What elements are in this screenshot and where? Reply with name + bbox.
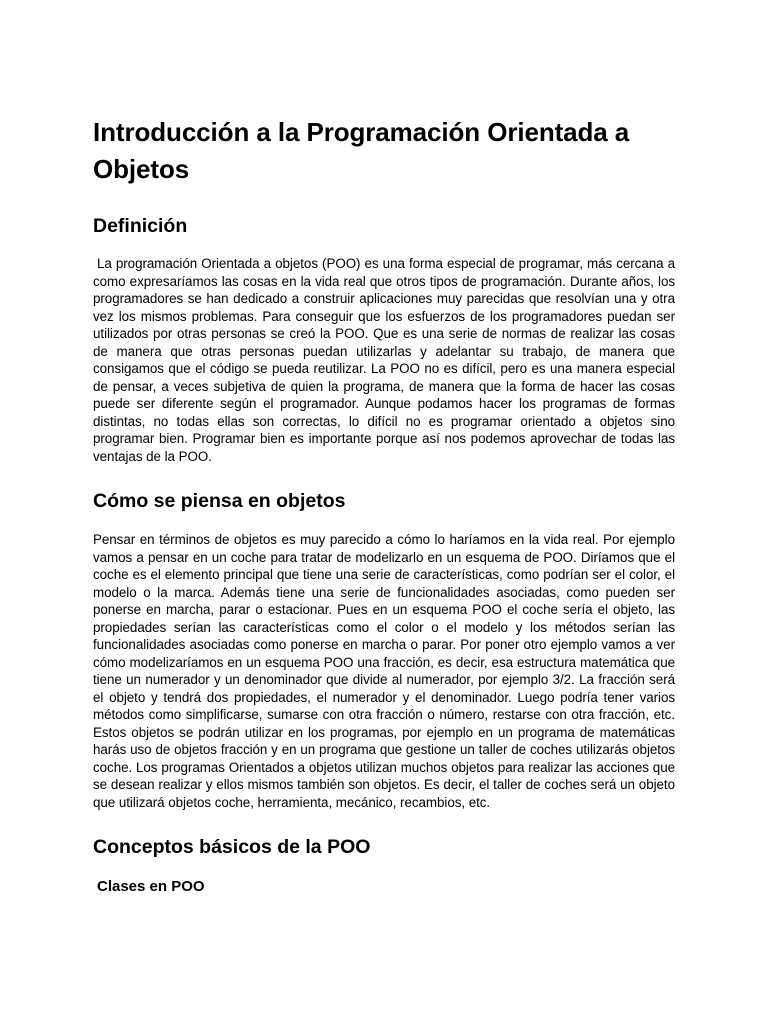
document-content [93,114,675,897]
section-heading-conceptos-basicos: Conceptos básicos de la POO [93,836,371,858]
subsection-heading-clases: Clases en POO [97,878,205,895]
document-title: Introducción a la Programación Orientada a Objetos [93,117,630,184]
section-heading-definicion: Definición [93,215,188,237]
section-body-definicion: La programación Orientada a objetos (POO) es una forma especial de programar, más cercana a como expresaríamos las cosas en la vida real que otros tipos de programación. Durante años, los programadores se han dedicado a construir aplicaciones muy parecidas que resolvían una y otra vez los mismos problemas. Para conseguir que los esfuerzos de los programadores puedan ser utilizados por otras personas se creó la POO. Que es una serie de normas de realizar las cosas de manera que otras personas puedan utilizarlas y adelantar su trabajo, de manera que consigamos que el código se pueda reutilizar. La POO no es difícil, pero es una manera especial de pensar, a veces subjetiva de quien la programa, de manera que la forma de hacer las cosas puede ser diferente según el programador. Aunque podamos hacer los programas de formas distintas, no todas ellas son correctas, lo difícil no es programar orientado a objetos sino programar bien. Programar bien es importante porque así nos podemos aprovechar de todas las ventajas de la POO. [93,256,675,464]
section-heading-como-se-piensa: Cómo se piensa en objetos [93,490,346,512]
section-body-como-se-piensa: Pensar en términos de objetos es muy parecido a cómo lo haríamos en la vida real. Por ejemplo vamos a pensar en un coche para tratar de modelizarlo en un esquema de POO. Diríamos que el coche es el elemento principal que tiene una serie de características, como podrían ser el color, el modelo o la marca. Además tiene una serie de funcionalidades asociadas, como pueden ser ponerse en marcha, parar o estacionar. Pues en un esquema POO el coche sería el objeto, las propiedades serían las características como el color o el modelo y los métodos serían las funcionalidades asociadas como ponerse en marcha o parar. Por poner otro ejemplo vamos a ver cómo modelizaríamos en un esquema POO una fracción, es decir, esa estructura matemática que tiene un numerador y un denominador que divide al numerador, por ejemplo 3/2. La fracción será el objeto y tendrá dos propiedades, el numerador y el denominador. Luego podría tener varios métodos como simplificarse, sumarse con otra fracción o número, restarse con otra fracción, etc. Estos objetos se podrán utilizar en los programas, por ejemplo en un programa de matemáticas harás uso de objetos fracción y en un programa que gestione un taller de coches utilizarás objetos coche. Los programas Orientados a objetos utilizan muchos objetos para realizar las acciones que se desean realizar y ellos mismos también son objetos. Es decir, el taller de coches será un objeto que utilizará objetos coche, herramienta, mecánico, recambios, etc. [93,532,675,810]
